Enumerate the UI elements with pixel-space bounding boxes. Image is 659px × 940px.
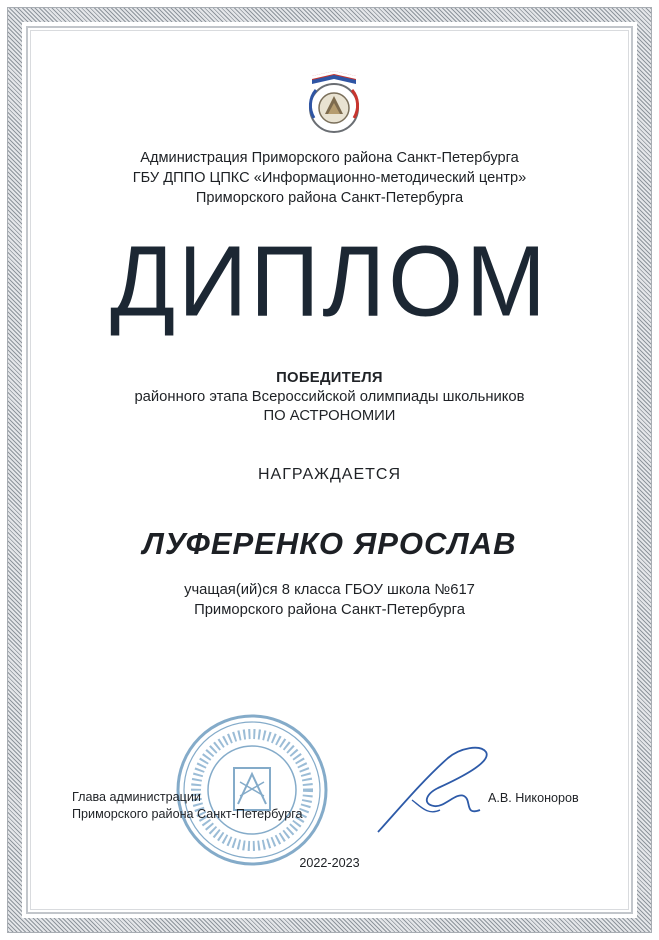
diploma-title: ДИПЛОМ: [110, 225, 549, 338]
academic-year: 2022-2023: [299, 856, 360, 870]
recipient-name: ЛУФЕРЕНКО ЯРОСЛАВ: [142, 526, 517, 561]
student-district: Приморского района Санкт-Петербурга: [194, 602, 465, 618]
signatory-title-line-1: Глава администрации: [72, 790, 201, 804]
winner-label: ПОБЕДИТЕЛЯ: [276, 370, 383, 386]
student-info: [0, 580, 659, 620]
org-line-1: Администрация Приморского района Санкт-Петербурга: [140, 150, 519, 166]
handwritten-signature: [368, 740, 498, 840]
org-line-2: ГБУ ДППО ЦПКС «Информационно-методический центр»: [132, 170, 527, 186]
student-class-school: учащая(ий)ся 8 класса ГБОУ школа №617: [184, 582, 475, 598]
awarded-label: НАГРАЖДАЕТСЯ: [258, 466, 401, 483]
olympiad-logo-icon: [292, 68, 376, 138]
signatory-title: [72, 789, 303, 823]
winner-block: [0, 369, 659, 426]
signatory-title-line-2: Приморского района Санкт-Петербурга: [72, 807, 303, 821]
signatory-name: А.В. Никоноров: [488, 791, 579, 805]
organization-header: [0, 148, 659, 208]
org-line-3: Приморского района Санкт-Петербурга: [195, 190, 464, 206]
olympiad-stage: районного этапа Всероссийской олимпиады школьников: [134, 389, 525, 405]
olympiad-subject: ПО АСТРОНОМИИ: [263, 408, 396, 424]
